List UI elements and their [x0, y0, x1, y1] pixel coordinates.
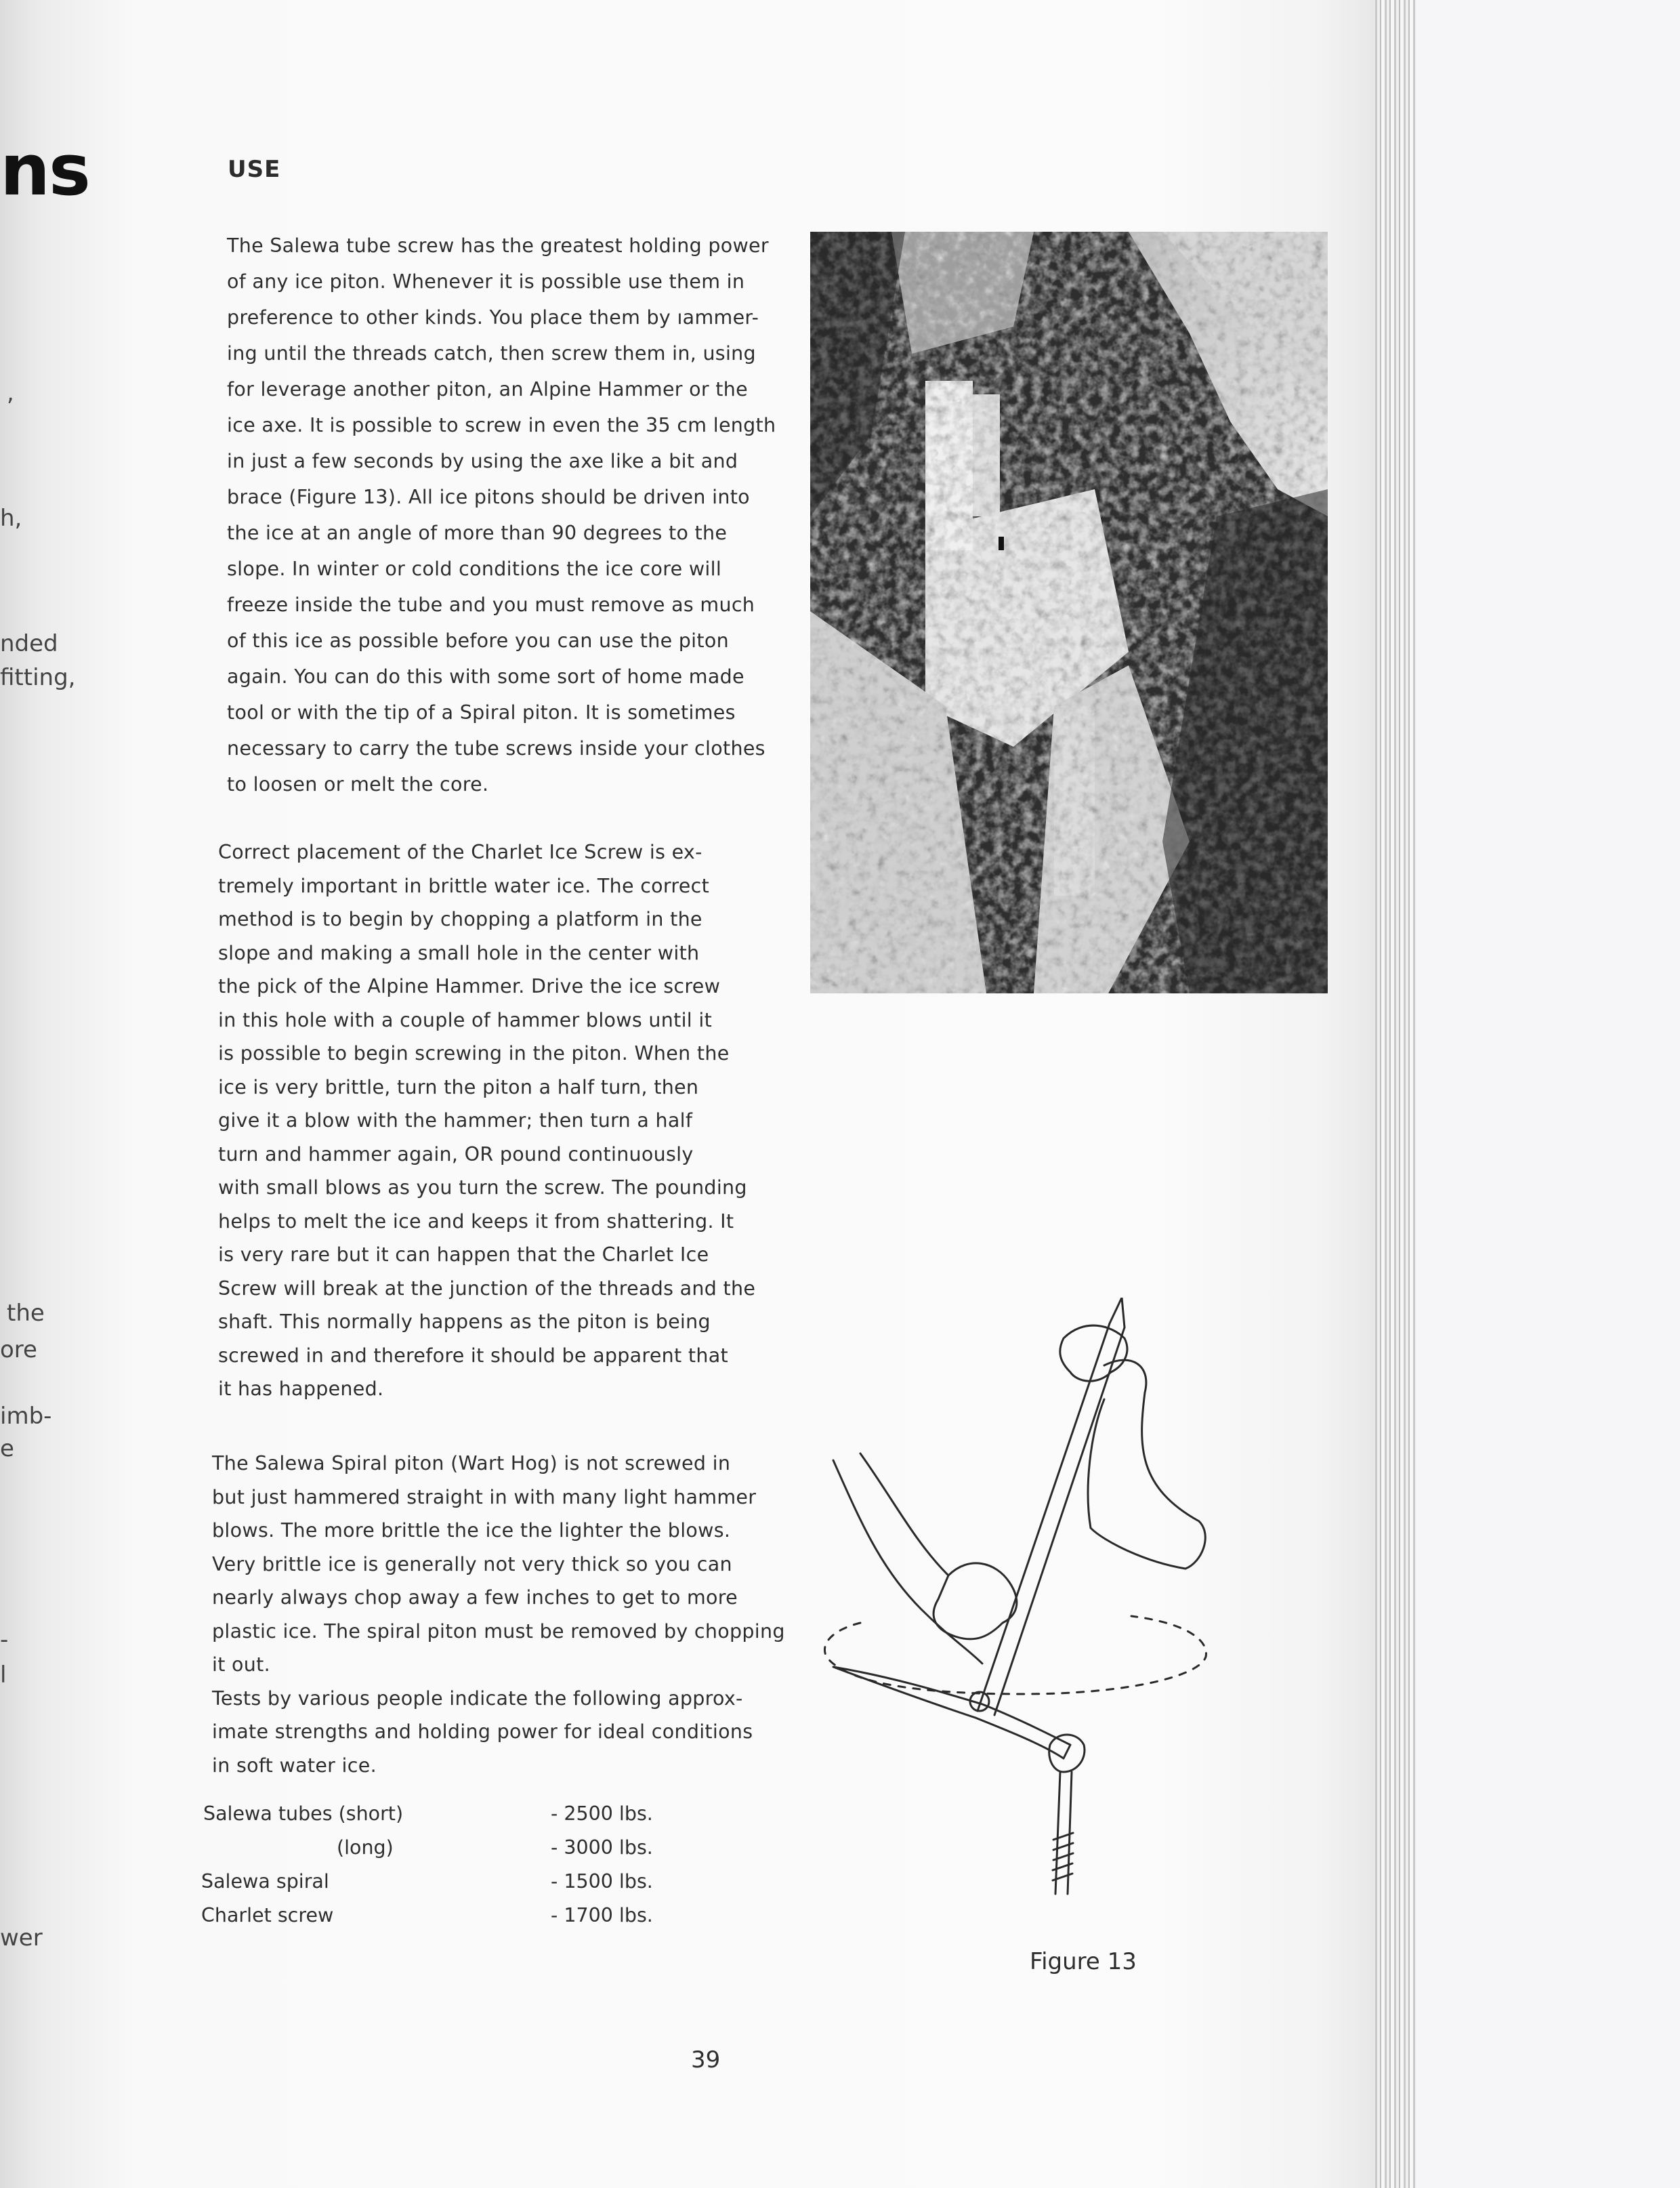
text-line: ice is very brittle, turn the piton a half turn, then [218, 1075, 699, 1098]
text-line: in just a few seconds by using the axe like a bit and [227, 450, 738, 472]
section-heading: USE [228, 156, 281, 183]
piton-strength: - 1700 lbs. [551, 1904, 653, 1926]
left-page-heading-fragment: ns [0, 129, 89, 211]
piton-name: Salewa tubes (short) [203, 1802, 404, 1825]
text-line: turn and hammer again, OR pound continuously [218, 1142, 694, 1165]
text-line: plastic ice. The spiral piton must be removed by chopping [212, 1619, 785, 1643]
paragraph-charlet-ice-screw [218, 835, 755, 1406]
book-page-edges [1375, 0, 1416, 2188]
left-page-fragment: imb- [0, 1403, 52, 1430]
text-line: Screw will break at the junction of the threads and the [218, 1277, 756, 1300]
text-line: slope and making a small hole in the center with [218, 941, 700, 964]
text-line: necessary to carry the tube screws inside your clothes [227, 737, 765, 760]
left-page-fragment: - [0, 1626, 9, 1653]
text-line: in soft water ice. [212, 1754, 377, 1777]
text-line: brace (Figure 13). All ice pitons should be driven into [227, 486, 750, 508]
text-line: The Salewa tube screw has the greatest holding power [227, 234, 769, 257]
text-line: in this hole with a couple of hammer blows until it [218, 1008, 713, 1031]
left-page-fragment: h, [0, 505, 22, 532]
text-line: the pick of the Alpine Hammer. Drive the ice screw [218, 975, 721, 997]
text-line: Very brittle ice is generally not very thick so you can [212, 1552, 732, 1575]
text-line: with small blows as you turn the screw. The pounding [218, 1176, 747, 1199]
right-arm [1088, 1360, 1205, 1569]
text-line: tool or with the tip of a Spiral piton. It is sometimes [227, 701, 736, 724]
figure-13-illustration [820, 1298, 1240, 1907]
left-page-fragment: the [7, 1300, 45, 1327]
left-page-fragment: , [7, 379, 14, 407]
text-line: nearly always chop away a few inches to get to more [212, 1586, 738, 1609]
text-line: to loosen or melt the core. [227, 773, 489, 796]
text-line: it has happened. [218, 1378, 384, 1400]
text-line: freeze inside the tube and you must remove as much [227, 594, 755, 616]
text-line: of any ice piton. Whenever it is possible use them in [227, 270, 745, 293]
piton-name: Salewa spiral [201, 1870, 329, 1893]
piton-strength: - 3000 lbs. [551, 1836, 653, 1859]
piton-name: Charlet screw [201, 1904, 334, 1926]
text-line: give it a blow with the hammer; then turn a half [218, 1109, 693, 1132]
left-page-fragment: wer [0, 1924, 43, 1952]
text-line: helps to melt the ice and keeps it from shattering. It [218, 1210, 734, 1233]
left-forearm [833, 1453, 982, 1664]
text-line: ing until the threads catch, then screw them in, using [227, 342, 756, 365]
text-line: method is to begin by chopping a platform in the [218, 908, 702, 930]
text-line: again. You can do this with some sort of home made [227, 665, 744, 688]
text-line: Correct placement of the Charlet Ice Screw is ex- [218, 841, 702, 863]
text-line: it out. [212, 1653, 270, 1676]
left-hand [933, 1563, 1017, 1639]
piton-name: (long) [337, 1836, 394, 1859]
text-line: screwed in and therefore it should be apparent that [218, 1344, 728, 1367]
left-page-fragment: ore [0, 1336, 37, 1363]
text-line: slope. In winter or cold conditions the ice core will [227, 558, 722, 580]
text-line: is possible to begin screwing in the piton. When the [218, 1042, 730, 1065]
paragraph-salewa-spiral-piton [212, 1447, 785, 1782]
text-line: tremely important in brittle water ice. The correct [218, 874, 710, 897]
text-line: the ice at an angle of more than 90 degrees to the [227, 522, 728, 544]
text-line: of this ice as possible before you can use the piton [227, 629, 729, 652]
text-line: Tests by various people indicate the following approx- [212, 1687, 743, 1710]
left-page-fragment: nded [0, 630, 58, 657]
ice-axe-shaft [978, 1323, 1125, 1715]
paragraph-salewa-tube-screw [227, 228, 776, 802]
piton-strength: - 2500 lbs. [551, 1802, 653, 1825]
left-page-fragment: e [0, 1435, 14, 1462]
ice-axe-spike [1110, 1298, 1125, 1327]
text-line: preference to other kinds. You place them by ıammer- [227, 306, 759, 329]
text-line: The Salewa Spiral piton (Wart Hog) is not screwed in [212, 1452, 731, 1474]
text-line: shaft. This normally happens as the piton is being [218, 1310, 711, 1333]
text-line: is very rare but it can happen that the Charlet Ice [218, 1243, 709, 1266]
text-line: imate strengths and holding power for ideal conditions [212, 1720, 753, 1743]
text-line: ice axe. It is possible to screw in even the 35 cm length [227, 414, 776, 436]
left-page-fragment: fitting, [0, 664, 76, 691]
figure-caption: Figure 13 [1030, 1948, 1137, 1975]
piton-strength: - 1500 lbs. [551, 1870, 653, 1893]
ice-climbing-photo [810, 232, 1328, 993]
page-number: 39 [691, 2046, 721, 2073]
text-line: blows. The more brittle the ice the lighter the blows. [212, 1519, 731, 1542]
text-line: for leverage another piton, an Alpine Hammer or the [227, 378, 748, 400]
ice-climbing-photo-graphic [810, 232, 1328, 993]
left-page-fragment: l [0, 1661, 7, 1689]
scanner-background [1416, 0, 1680, 2188]
text-line: but just hammered straight in with many light hammer [212, 1485, 757, 1508]
